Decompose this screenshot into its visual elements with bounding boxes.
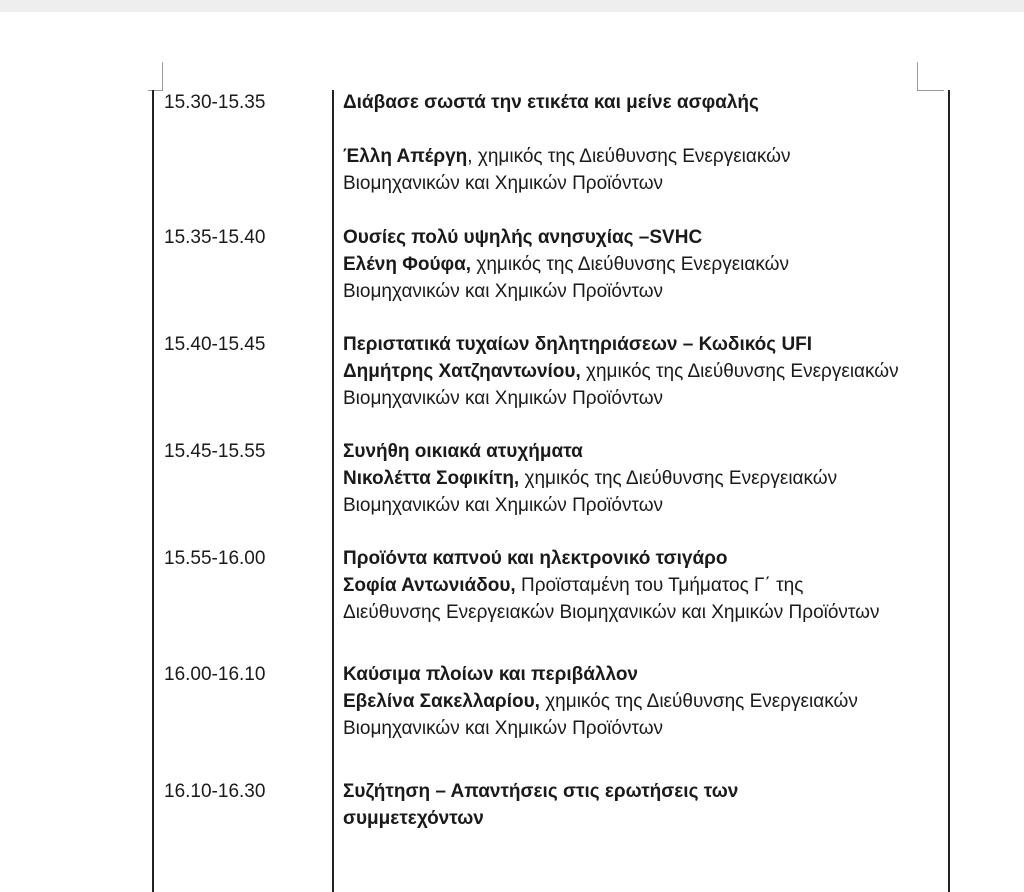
session-time: 15.45-15.55: [164, 441, 266, 462]
speaker-name: Δημήτρης Χατζηαντωνίου,: [343, 361, 581, 382]
session-title: Συνήθη οικιακά ατυχήματα: [343, 441, 583, 462]
speaker-name: Σοφία Αντωνιάδου,: [343, 575, 516, 596]
top-toolbar-strip: [0, 0, 1024, 12]
session-details: [343, 331, 903, 412]
session-title: Συζήτηση – Απαντήσεις στις ερωτήσεις των συμμετεχόντων: [343, 781, 739, 829]
session-title: Ουσίες πολύ υψηλής ανησυχίας –SVHC: [343, 227, 703, 248]
speaker-role: χημικός της Διεύθυνσης Ενεργειακών Βιομηχανικών και Χημικών Προϊόντων: [343, 254, 789, 302]
table-column-divider: [332, 90, 334, 892]
session-title: Διάβασε σωστά την ετικέτα και μείνε ασφαλής: [343, 92, 759, 113]
session-title: Περιστατικά τυχαίων δηλητηριάσεων – Κωδικός UFI: [343, 334, 813, 355]
session-speaker-info: [343, 688, 903, 742]
session-speaker-info: [343, 572, 903, 626]
crop-mark-top-right: [917, 62, 944, 91]
session-details: [343, 224, 903, 305]
session-details: [343, 89, 903, 197]
crop-mark-top-left: [148, 62, 163, 91]
session-details: [343, 545, 903, 626]
session-time: 15.35-15.40: [164, 227, 266, 248]
speaker-name: Εβελίνα Σακελλαρίου,: [343, 691, 540, 712]
session-details: [343, 778, 823, 832]
speaker-role: , χημικός της Διεύθυνσης Ενεργειακών Βιομηχανικών και Χημικών Προϊόντων: [343, 146, 791, 194]
session-time: 15.55-16.00: [164, 548, 266, 569]
session-title: Καύσιμα πλοίων και περιβάλλον: [343, 664, 638, 685]
speaker-role: χημικός της Διεύθυνσης Ενεργειακών Βιομηχανικών και Χημικών Προϊόντων: [343, 468, 838, 516]
session-time: 15.30-15.35: [164, 92, 266, 113]
speaker-name: Έλλη Απέργη: [343, 146, 468, 167]
session-speaker-info: [343, 251, 903, 305]
session-details: [343, 661, 903, 742]
session-time: 15.40-15.45: [164, 334, 266, 355]
table-border-left: [152, 90, 154, 892]
session-details: [343, 438, 903, 519]
session-speaker-info: [343, 465, 903, 519]
speaker-name: Ελένη Φούφα,: [343, 254, 472, 275]
session-title: Προϊόντα καπνού και ηλεκτρονικό τσιγάρο: [343, 548, 728, 569]
speaker-role: χημικός της Διεύθυνσης Ενεργειακών Βιομηχανικών και Χημικών Προϊόντων: [343, 691, 858, 739]
table-border-right: [948, 90, 950, 892]
speaker-role: Προϊσταμένη του Τμήματος Γ΄ της Διεύθυνσης Ενεργειακών Βιομηχανικών και Χημικών Προϊόντων: [343, 575, 880, 623]
session-time: 16.10-16.30: [164, 781, 266, 802]
speaker-role: χημικός της Διεύθυνσης Ενεργειακών Βιομηχανικών και Χημικών Προϊόντων: [343, 361, 899, 409]
session-speaker-info: [343, 143, 903, 197]
session-time: 16.00-16.10: [164, 664, 266, 685]
speaker-name: Νικολέττα Σοφικίτη,: [343, 468, 520, 489]
session-speaker-info: [343, 358, 903, 412]
